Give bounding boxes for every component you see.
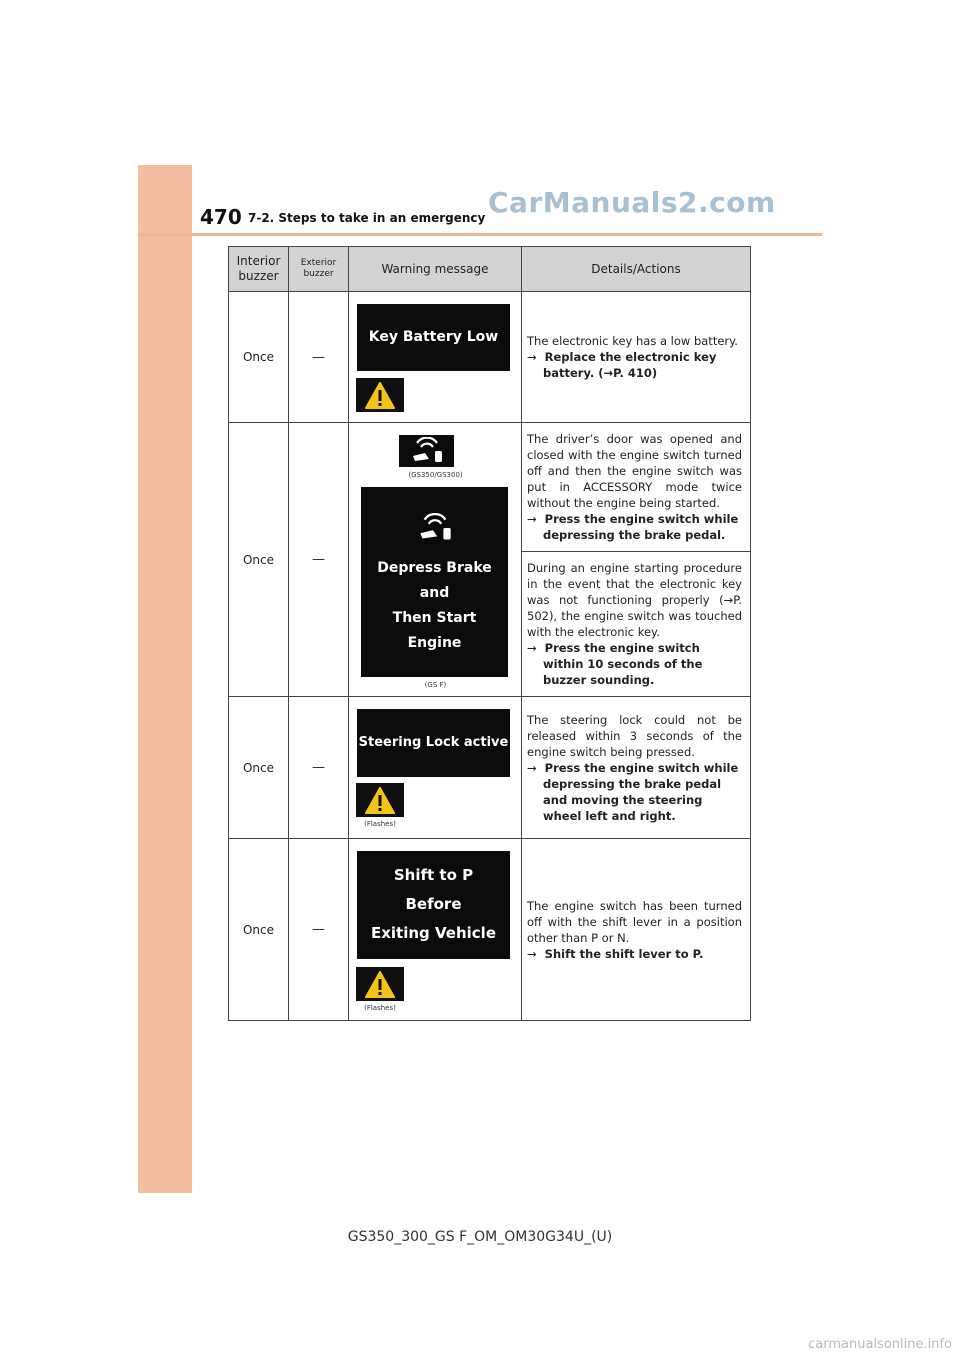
details-text: The driver’s door was opened and closed with the engine switch turned off and then the engine switch was put in ACCESSORY mode twice without the engine being started.	[527, 432, 742, 510]
action-text: → Replace the electronic key battery. (→P. 410)	[527, 350, 717, 380]
warning-message-cell	[349, 292, 522, 423]
display-text: Steering Lock active	[358, 735, 509, 750]
flashes-caption: (Flashes)	[364, 1004, 396, 1012]
action-text: → Press the engine switch while depressing the brake pedal and moving the steering wheel left and right.	[527, 760, 739, 823]
action-text: → Press the engine switch while depressing the brake pedal.	[527, 512, 739, 542]
model-caption-bottom: (GS F)	[424, 681, 447, 689]
footer-document-code: GS350_300_GS F_OM_OM30G34U_(U)	[347, 1229, 613, 1245]
header-rule	[138, 233, 822, 236]
arrow-icon: →	[527, 946, 537, 961]
col-exterior-buzzer: Exterior buzzer	[289, 247, 349, 292]
col-interior-buzzer: Interior buzzer	[229, 247, 289, 292]
interior-buzzer-cell: Once	[229, 292, 289, 423]
details-cell	[522, 423, 751, 552]
smart-key-icon	[405, 437, 449, 465]
details-text: During an engine starting procedure in the event that the electronic key was not functioning properly (→P. 502), the engine switch was touched with the electronic key.	[527, 561, 742, 639]
warning-message-cell	[349, 423, 522, 697]
details-cell	[522, 552, 751, 697]
warning-message-cell	[349, 839, 522, 1021]
exterior-buzzer-cell: —	[289, 292, 349, 423]
section-title: 7-2. Steps to take in an emergency	[248, 211, 486, 225]
side-band	[138, 165, 192, 1193]
footer-watermark: carmanualsonline.info	[808, 1337, 952, 1352]
interior-buzzer-cell: Once	[229, 423, 289, 697]
details-cell	[522, 697, 751, 839]
warning-light	[356, 967, 404, 1001]
warning-triangle-icon	[365, 971, 395, 998]
display-panel	[357, 851, 510, 959]
smart-key-icon	[412, 513, 458, 543]
display-panel	[357, 709, 510, 777]
warning-message-cell	[349, 697, 522, 839]
flashes-caption: (Flashes)	[364, 820, 396, 828]
interior-buzzer-cell: Once	[229, 839, 289, 1021]
display-text: Key Battery Low	[368, 329, 499, 345]
display-panel	[357, 304, 510, 371]
exterior-buzzer-cell: —	[289, 423, 349, 697]
key-indicator-panel	[399, 435, 454, 467]
warning-light	[356, 783, 404, 817]
col-details-actions: Details/Actions	[522, 247, 751, 292]
details-cell	[522, 292, 751, 423]
warning-light	[356, 378, 404, 412]
exterior-buzzer-cell: —	[289, 839, 349, 1021]
table-row	[229, 423, 751, 552]
details-text: The engine switch has been turned off with the shift lever in a position other than P or N.	[527, 898, 742, 945]
page-number: 470	[200, 205, 242, 229]
warning-table	[228, 246, 751, 1021]
warning-triangle-icon	[365, 382, 395, 409]
interior-buzzer-cell: Once	[229, 697, 289, 839]
arrow-icon: →	[527, 512, 537, 526]
table-header-row	[229, 247, 751, 292]
model-caption-top: (GS350/GS300)	[408, 471, 463, 479]
details-text: The electronic key has a low battery.	[527, 334, 738, 348]
display-line: Engine	[407, 635, 462, 651]
display-line: Depress Brake and	[377, 560, 492, 601]
action-text: → Press the engine switch within 10 seconds of the buzzer sounding.	[527, 641, 703, 687]
arrow-icon: →	[527, 760, 537, 775]
display-line: Then Start	[392, 610, 477, 626]
display-line: Shift to P	[393, 866, 474, 884]
display-line: Before	[405, 895, 462, 913]
table-row	[229, 292, 751, 423]
warning-triangle-icon	[365, 787, 395, 814]
table-row	[229, 697, 751, 839]
details-text: The steering lock could not be released within 3 seconds of the engine switch being pressed.	[527, 712, 742, 759]
display-panel	[361, 487, 508, 677]
details-cell	[522, 839, 751, 1021]
header-watermark: CarManuals2.com	[488, 186, 776, 219]
display-line: Exiting Vehicle	[370, 924, 496, 942]
arrow-icon: →	[527, 641, 537, 655]
action-text: → Shift the shift lever to P.	[527, 946, 704, 961]
col-warning-message: Warning message	[349, 247, 522, 292]
table-row	[229, 839, 751, 1021]
arrow-icon: →	[527, 350, 537, 364]
exterior-buzzer-cell: —	[289, 697, 349, 839]
